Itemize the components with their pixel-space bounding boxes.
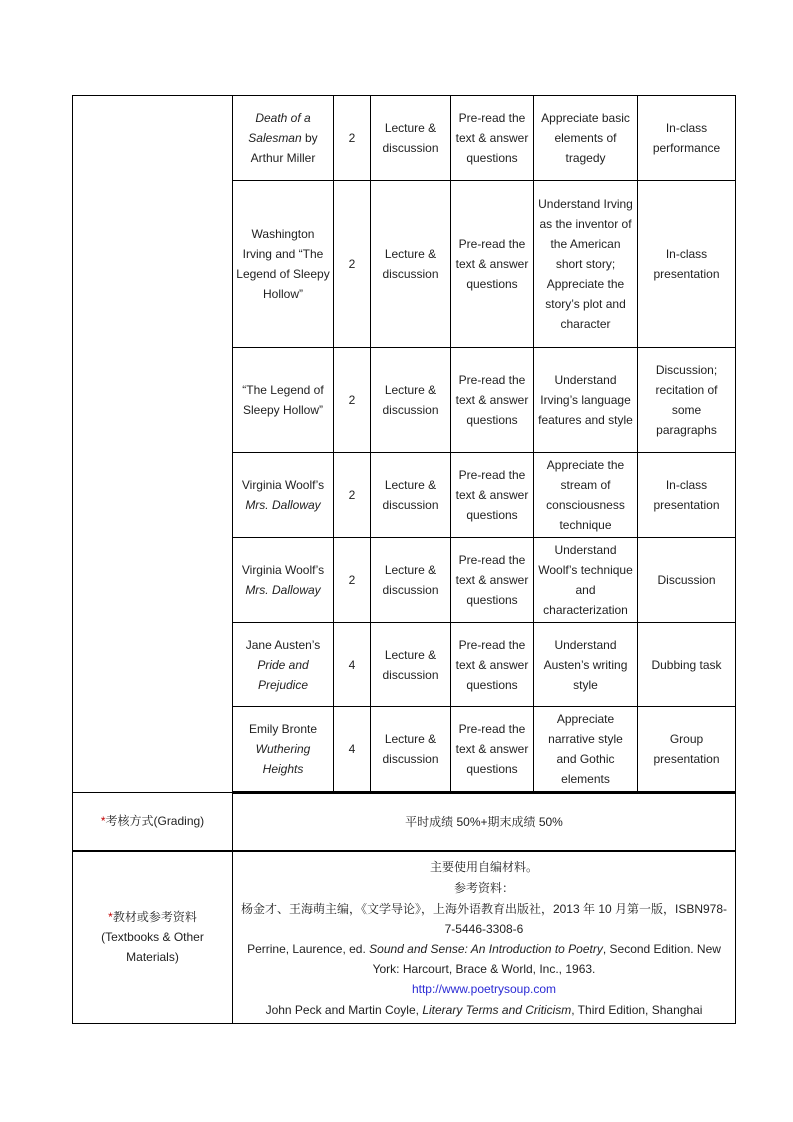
required-asterisk: * — [100, 814, 106, 829]
text-segment: Perrine, Laurence, ed. — [247, 941, 370, 956]
grading-value-cell: 平时成绩 50%+期末成绩 50% — [233, 793, 736, 851]
assessment-cell: In-class presentation — [638, 181, 736, 348]
method-cell: Lecture & discussion — [371, 623, 451, 707]
text-segment: Literary Terms and Criticism — [422, 1002, 572, 1017]
text-segment: “The Legend of Sleepy Hollow” — [242, 383, 324, 417]
materials-label-en-line2: Materials) — [126, 950, 179, 964]
text-segment: Death of a Salesman — [248, 111, 311, 145]
hours-cell: 4 — [334, 707, 371, 793]
grading-label: 考核方式(Grading) — [105, 814, 205, 829]
assessment-cell: Group presentation — [638, 707, 736, 793]
hours-cell: 4 — [334, 623, 371, 707]
materials-line — [236, 939, 732, 979]
materials-line — [236, 878, 732, 899]
bottom-rows — [73, 793, 736, 1024]
text-segment: 参考资料： — [453, 880, 514, 895]
text-segment: Emily Bronte — [248, 722, 318, 736]
hours-cell: 2 — [334, 538, 371, 623]
content-cell — [233, 453, 334, 538]
text-segment: Sound and Sense: An Introduction to Poetry — [369, 941, 603, 956]
objective-cell: Appreciate the stream of consciousness technique — [534, 453, 638, 538]
materials-label-zh: 教材或参考资料 — [112, 910, 197, 924]
assessment-cell: Dubbing task — [638, 623, 736, 707]
requirement-cell: Pre-read the text & answer questions — [451, 453, 534, 538]
objective-cell: Understand Irving as the inventor of the American short story; Appreciate the story’s plot and character — [534, 181, 638, 348]
text-segment: Virginia Woolf’s — [241, 563, 325, 577]
content-cell — [233, 96, 334, 181]
objective-cell: Understand Irving’s language features and style — [534, 348, 638, 453]
text-segment: Wuthering Heights — [255, 742, 311, 776]
hours-cell: 2 — [334, 453, 371, 538]
requirement-cell: Pre-read the text & answer questions — [451, 96, 534, 181]
text-segment: 主要使用自编材料。 — [429, 859, 538, 874]
hours-cell: 2 — [334, 96, 371, 181]
materials-line — [236, 899, 732, 939]
text-segment: John Peck and Martin Coyle, — [265, 1002, 423, 1017]
syllabus-table — [72, 95, 736, 1024]
method-cell: Lecture & discussion — [371, 538, 451, 623]
text-segment: Washington Irving and “The Legend of Sleepy Hollow” — [236, 227, 330, 301]
course-row — [73, 96, 736, 181]
text-segment: Pride and Prejudice — [257, 657, 309, 692]
materials-row — [73, 851, 736, 1024]
hours-cell: 2 — [334, 181, 371, 348]
content-cell — [233, 348, 334, 453]
content-cell — [233, 538, 334, 623]
method-cell: Lecture & discussion — [371, 348, 451, 453]
materials-label-zh-line — [76, 907, 229, 927]
objective-cell: Understand Woolf’s technique and characterization — [534, 538, 638, 623]
text-segment: Mrs. Dalloway — [245, 583, 321, 597]
assessment-cell: In-class presentation — [638, 453, 736, 538]
grading-row — [73, 793, 736, 851]
assessment-cell: Discussion — [638, 538, 736, 623]
text-segment: Jane Austen’s — [245, 637, 321, 652]
content-cell — [233, 181, 334, 348]
grading-label-cell — [73, 793, 233, 851]
materials-label-cell — [73, 851, 233, 1024]
assessment-cell: In-class performance — [638, 96, 736, 181]
method-cell: Lecture & discussion — [371, 96, 451, 181]
text-segment: Mrs. Dalloway — [245, 498, 321, 512]
materials-line — [236, 1000, 732, 1021]
hours-cell: 2 — [334, 348, 371, 453]
assessment-cell: Discussion; recitation of some paragraphs — [638, 348, 736, 453]
content-cell — [233, 623, 334, 707]
materials-value-cell — [233, 851, 736, 1024]
requirement-cell: Pre-read the text & answer questions — [451, 623, 534, 707]
poetrysoup-link[interactable]: http://www.poetrysoup.com — [411, 981, 557, 996]
materials-content — [236, 857, 732, 1021]
method-cell: Lecture & discussion — [371, 181, 451, 348]
requirement-cell: Pre-read the text & answer questions — [451, 538, 534, 623]
method-cell: Lecture & discussion — [371, 707, 451, 793]
requirement-cell: Pre-read the text & answer questions — [451, 348, 534, 453]
text-segment: by Arthur Miller — [250, 131, 318, 165]
text-segment: , Second Edition. New York: Harcourt, Brace & World, Inc., 1963. — [372, 941, 721, 976]
content-cell — [233, 707, 334, 793]
objective-cell: Appreciate narrative style and Gothic elements — [534, 707, 638, 793]
objective-cell: Understand Austen’s writing style — [534, 623, 638, 707]
requirement-cell: Pre-read the text & answer questions — [451, 707, 534, 793]
materials-line — [236, 857, 732, 878]
text-segment: 杨金才、王海萌主编，《文学导论》，上海外语教育出版社，2013 年 10 月第一版，ISBN978-7-5446-3308-6 — [240, 901, 728, 936]
materials-line — [236, 979, 732, 1000]
left-spacer-cell — [73, 96, 233, 793]
text-segment: , Third Edition, Shanghai — [571, 1002, 703, 1017]
method-cell: Lecture & discussion — [371, 453, 451, 538]
materials-label-en-line1: (Textbooks & Other — [101, 930, 204, 944]
required-asterisk: * — [108, 910, 113, 924]
course-rows — [73, 96, 736, 793]
text-segment: Virginia Woolf’s — [241, 478, 325, 492]
requirement-cell: Pre-read the text & answer questions — [451, 181, 534, 348]
objective-cell: Appreciate basic elements of tragedy — [534, 96, 638, 181]
